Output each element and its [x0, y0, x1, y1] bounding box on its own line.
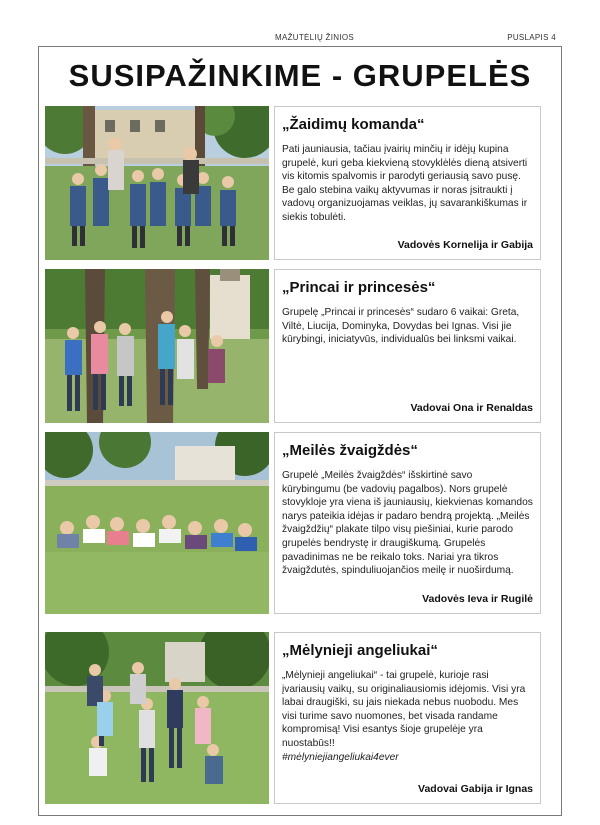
group-section	[45, 106, 541, 260]
group-title: „Princai ir princesės“	[282, 279, 436, 296]
group-hashtag: #mėlyniejiangeliukai4ever	[282, 751, 399, 763]
group-description-text: „Mėlynieji angeliukai“ - tai grupelė, kurioje rasi įvariausių vaikų, su originaliausiomis idėjomis. Visi yra labai draugiški, su jais niekada nebus nuobodu. Mes visi turime savo nuomones, bet visada randame kompromisą! Visi esantys šioje grupelėje yra nuostabūs!!	[282, 670, 526, 749]
group-description: Pati jauniausia, tačiau įvairių minčių ir idėjų kupina grupelė, kuri geba kiekvieną stovyklėlės dieną atsiverti vis kitomis spalvomis ir parodyti geriausią savo pusę. Be galo stebina vaikų aktyvumas ir noras įsitraukti į vadovų organizuojamas veiklas, jų savarankiškumas ir siekis tobulėti.	[282, 144, 528, 223]
group-description: Grupelė „Meilės žvaigždės“ išskirtinė savo kūrybingumu (be vadovių pagalbos). Nors grupelė stovykloje yra viena iš jauniausių, kiekvienas komandos narys pateikia idėjas ir padaro bendrą projektą. „Meilės žvaigždžių“ plakate tilpo visų piešiniai, kurie parodo grupelės bendrystę ir draugiškumą. Grupelės pavadinimas ne be reikalo toks. Nariai yra tikros žvaigždutės, spinduliuojančios meilę ir nuoširdumą.	[282, 470, 533, 577]
group-section	[45, 632, 541, 804]
group-description-card	[274, 106, 541, 260]
group-title: „Meilės žvaigždės“	[282, 442, 418, 459]
group-photo	[45, 632, 269, 804]
group-leaders: Vadovės Kornelija ir Gabija	[397, 239, 533, 251]
group-description-card	[274, 632, 541, 804]
group-description	[282, 669, 533, 764]
page-title: SUSIPAŽINKIME - GRUPELĖS	[68, 58, 532, 93]
group-description-card	[274, 432, 541, 614]
group-leaders: Vadovai Gabija ir Ignas	[418, 783, 533, 795]
group-title: „Žaidimų komanda“	[282, 116, 425, 133]
group-section	[45, 432, 541, 605]
group-photo	[45, 106, 269, 260]
page-number: PUSLAPIS 4	[507, 33, 556, 42]
newsletter-name: MAŽUTĖLIŲ ŽINIOS	[275, 33, 355, 42]
group-title: „Mėlynieji angeliukai“	[282, 642, 438, 659]
group-leaders: Vadovai Ona ir Renaldas	[410, 402, 533, 414]
group-photo	[45, 269, 269, 423]
group-photo	[45, 432, 269, 614]
group-section	[45, 269, 541, 423]
group-leaders: Vadovės Ieva ir Rugilė	[422, 593, 533, 605]
group-description-card	[274, 269, 541, 423]
group-description: Grupelę „Princai ir princesės“ sudaro 6 vaikai: Greta, Viltė, Liucija, Dominyka, Dovydas bei Ignas. Visi jie kūrybingi, iniciatyvūs, individualūs bei linksmi vaikai.	[282, 307, 520, 346]
